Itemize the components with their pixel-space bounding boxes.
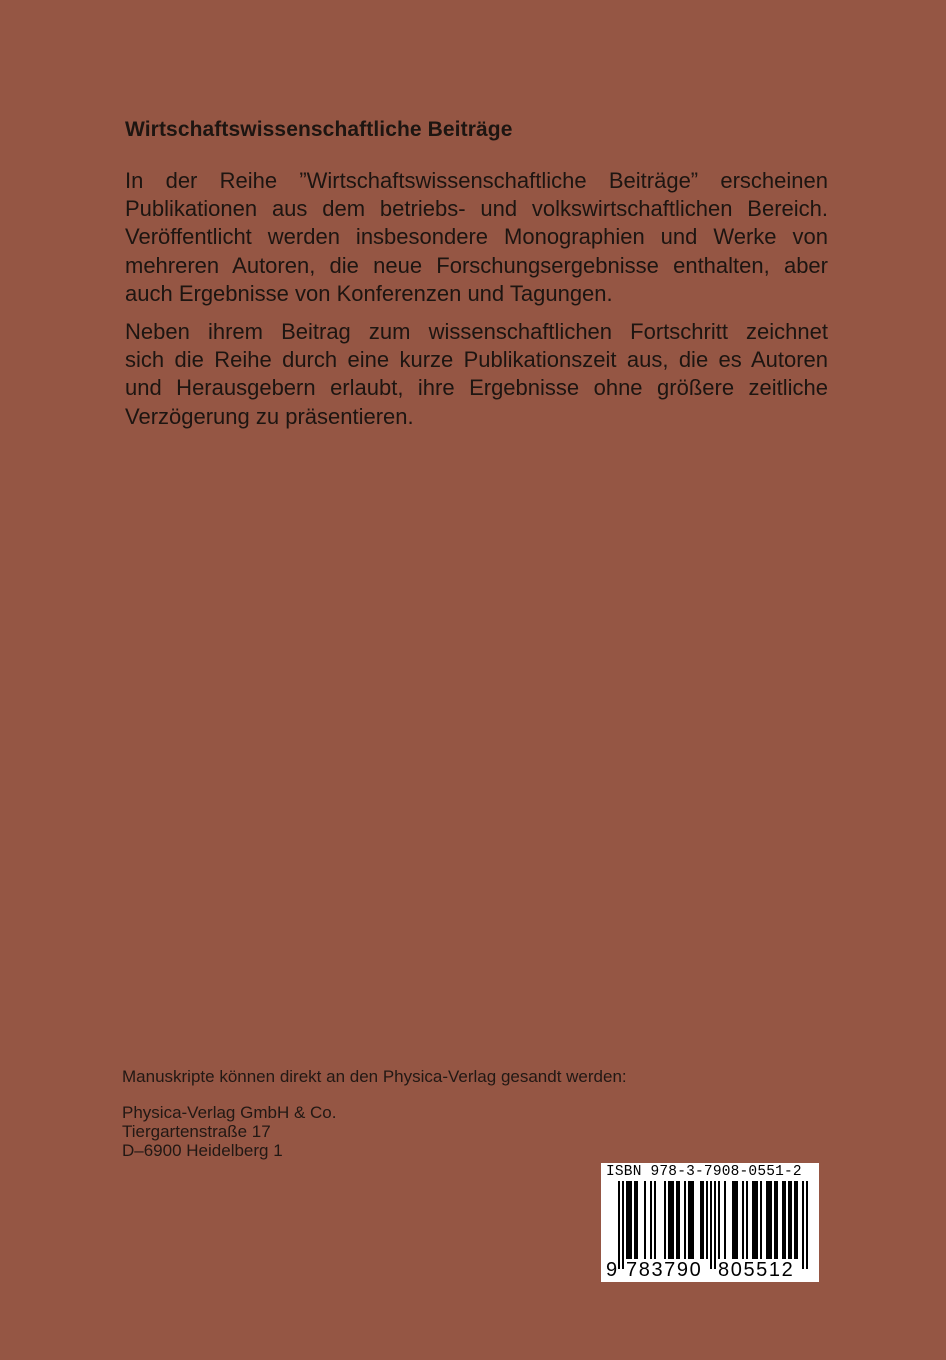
barcode-bar <box>724 1181 726 1259</box>
barcode-bar <box>692 1181 694 1259</box>
barcode-bar <box>706 1181 708 1259</box>
barcode-bar <box>766 1181 768 1259</box>
barcode-bar <box>690 1181 692 1259</box>
barcode-bar <box>634 1181 636 1259</box>
barcode-bar <box>654 1181 656 1259</box>
paragraph-1-line: In der Reihe ”Wirtschaftswissenschaftliche Beiträge” erscheinen <box>125 168 828 193</box>
barcode-bar <box>734 1181 736 1259</box>
paragraph-2-line: Neben ihrem Beitrag zum wissenschaftlichen Fortschritt zeichnet <box>125 319 828 345</box>
barcode-bar <box>746 1181 748 1259</box>
manuscript-note: Manuskripte können direkt an den Physica-Verlag gesandt werden: <box>122 1067 627 1086</box>
paragraph-1-line: mehreren Autoren, die neue Forschungsergebnisse enthalten, aber <box>125 252 828 278</box>
barcode-bar <box>644 1181 646 1259</box>
barcode-bar <box>684 1181 686 1259</box>
barcode-bar <box>664 1181 666 1259</box>
isbn-label: ISBN 978-3-7908-0551-2 <box>606 1164 802 1180</box>
paragraph-1-line: auch Ergebnisse von Konferenzen und Tagungen. <box>125 280 613 306</box>
paragraph-2-line: Verzögerung zu präsentieren. <box>125 403 414 429</box>
address-line: Tiergartenstraße 17 <box>122 1122 271 1141</box>
barcode-bar <box>742 1181 744 1259</box>
address-line: D–6900 Heidelberg 1 <box>122 1141 283 1160</box>
barcode-bar <box>754 1181 756 1259</box>
barcode-bar <box>618 1181 620 1269</box>
barcode-bar <box>794 1181 796 1259</box>
barcode-bar <box>714 1181 716 1269</box>
paragraph-1 <box>125 167 828 308</box>
barcode-bar <box>636 1181 638 1259</box>
publisher-address <box>122 1103 627 1160</box>
paragraph-2-line: und Herausgebern erlaubt, ihre Ergebnisse ohne größere zeitliche <box>125 375 828 401</box>
contact-block <box>122 1067 627 1160</box>
series-description <box>125 167 828 441</box>
address-line: Physica-Verlag GmbH & Co. <box>122 1103 337 1122</box>
barcode-bar <box>756 1181 758 1259</box>
barcode-bar <box>668 1181 670 1259</box>
barcode-bar <box>796 1181 798 1259</box>
barcode-bar <box>736 1181 738 1259</box>
paragraph-1-line: Publikationen aus dem betriebs- und volkswirtschaftlichen Bereich. <box>125 196 828 222</box>
paragraph-2-line: sich die Reihe durch eine kurze Publikationszeit aus, die es Autoren <box>125 347 828 373</box>
barcode-right-digits: 805512 <box>718 1259 795 1281</box>
barcode-first-digit: 9 <box>606 1259 618 1281</box>
barcode-bar <box>788 1181 790 1259</box>
barcode-bar <box>782 1181 784 1259</box>
barcode-bar <box>732 1181 734 1259</box>
barcode-bar <box>710 1181 712 1269</box>
barcode-bar <box>770 1181 772 1259</box>
isbn-barcode <box>601 1163 819 1282</box>
barcode-bar <box>650 1181 652 1259</box>
barcode-bar <box>702 1181 704 1259</box>
barcode-bar <box>622 1181 624 1269</box>
barcode-bar <box>774 1181 776 1259</box>
barcode-bar <box>676 1181 678 1259</box>
barcode-bar <box>760 1181 762 1259</box>
series-title: Wirtschaftswissenschaftliche Beiträge <box>125 118 513 141</box>
barcode-bar <box>718 1181 720 1259</box>
barcode-bar <box>626 1181 628 1259</box>
barcode-bar <box>802 1181 804 1269</box>
barcode-bar <box>752 1181 754 1259</box>
barcode-bar <box>688 1181 690 1259</box>
barcode-bar <box>672 1181 674 1259</box>
barcode-bar <box>790 1181 792 1259</box>
paragraph-1-line: Veröffentlicht werden insbesondere Monographien und Werke von <box>125 224 828 250</box>
barcode-bar <box>700 1181 702 1259</box>
barcode-bar <box>670 1181 672 1259</box>
barcode-bar <box>628 1181 630 1259</box>
barcode-left-digits: 783790 <box>626 1259 703 1281</box>
barcode-bar <box>630 1181 632 1259</box>
barcode-bar <box>678 1181 680 1259</box>
barcode-bar <box>784 1181 786 1259</box>
barcode-bar <box>768 1181 770 1259</box>
barcode-bar <box>806 1181 808 1269</box>
barcode-bar <box>776 1181 778 1259</box>
paragraph-2 <box>125 318 828 431</box>
